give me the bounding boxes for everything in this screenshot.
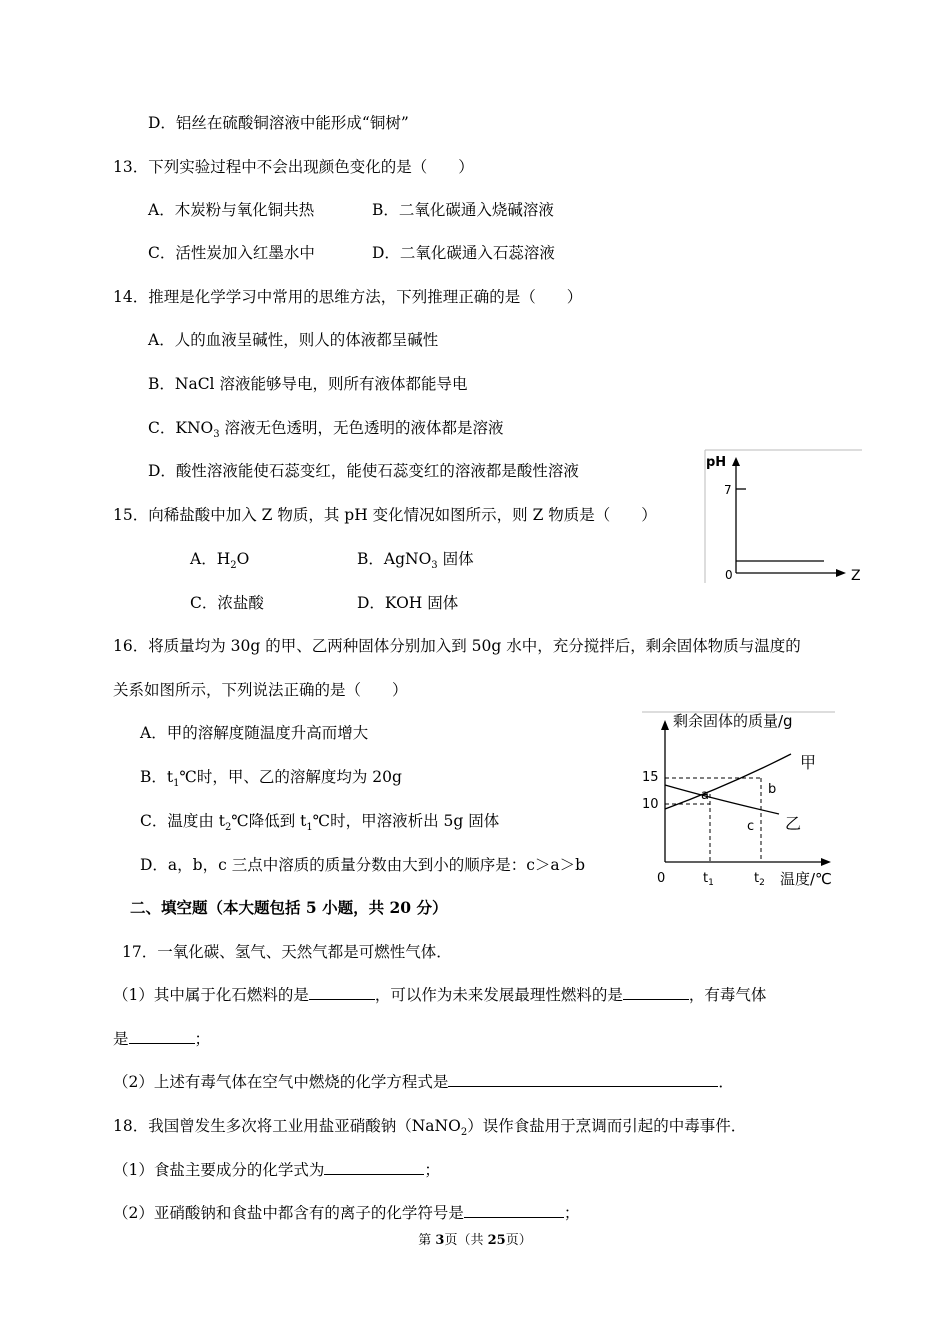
q17-blank-ideal[interactable] (623, 985, 689, 1000)
q15-option-c: C．浓盐酸 (190, 594, 264, 612)
q16-c-mid: ℃降低到 t (231, 812, 307, 830)
q18-part1 (113, 1160, 440, 1180)
q15-ph-graph (700, 448, 870, 588)
q14-option-d: D．酸性溶液能使石蕊变红，能使石蕊变红的溶液都是酸性溶液 (148, 462, 579, 480)
q17-part2 (113, 1072, 734, 1092)
q14-stem: 14．推理是化学学习中常用的思维方法，下列推理正确的是（ ） (113, 288, 583, 306)
footer-page: 3 (435, 1233, 445, 1248)
q16-point-c: c (747, 819, 755, 834)
q14-c-post: 溶液无色透明，无色透明的液体都是溶液 (219, 419, 504, 437)
q16-curve-jia-label: 甲 (800, 753, 817, 772)
footer-total: 25 (487, 1233, 506, 1248)
q14-option-a: A．人的血液呈碱性，则人的体液都呈碱性 (148, 331, 439, 349)
footer-mid: 页（共 (444, 1233, 488, 1248)
q16-curve-yi-label: 乙 (785, 814, 802, 833)
q16-stem-line2: 关系如图所示，下列说法正确的是（ ） (113, 681, 408, 699)
q16-point-a: a (701, 788, 709, 803)
q16-c-sub1: 2 (225, 822, 232, 834)
q16-stem-line1: 16．将质量均为 30g 的甲、乙两种固体分别加入到 50g 水中，充分搅拌后，剩余固体物质与温度的 (113, 637, 801, 655)
q13-option-a: A．木炭粉与氧化铜共热 (148, 201, 315, 219)
q17-p2-a: （2）上述有毒气体在空气中燃烧的化学方程式是 (113, 1073, 449, 1091)
q15-option-b (357, 549, 474, 572)
page-footer (0, 1229, 950, 1248)
q18-p2-b: ； (563, 1204, 580, 1222)
q16-y-label: 剩余固体的质量/g (673, 712, 793, 730)
q16-b-pre: B．t (140, 768, 174, 786)
q16-point-b: b (768, 782, 777, 797)
q16-x-arrow (821, 858, 831, 866)
q15-b-post: 固体 (437, 550, 474, 568)
q16-y-arrow (661, 720, 669, 730)
section2-title: 二、填空题（本大题包括 5 小题，共 20 分） (130, 898, 448, 917)
q18-blank-ion[interactable] (464, 1203, 564, 1218)
q16-option-b (140, 767, 402, 790)
q18-p2-a: （2）亚硝酸钠和食盐中都含有的离子的化学符号是 (113, 1204, 464, 1222)
q16-option-d: D．a，b，c 三点中溶质的质量分数由大到小的顺序是：c＞a＞b (140, 856, 586, 874)
q16-c-sub2: 1 (306, 822, 313, 834)
q16-c-pre: C．温度由 t (140, 812, 226, 830)
q16-tick-15: 15 (642, 770, 659, 785)
q16-x-label: 温度/℃ (780, 870, 832, 888)
q13-stem: 13．下列实验过程中不会出现颜色变化的是（ ） (113, 158, 474, 176)
footer-pre: 第 (418, 1233, 436, 1248)
q18-part2 (113, 1203, 579, 1223)
q18-blank-formula[interactable] (324, 1160, 424, 1175)
q15-x-arrow (836, 569, 846, 577)
q15-a-sub: 2 (230, 560, 237, 572)
q16-tick-10: 10 (642, 797, 659, 812)
q17-p1-a: （1）其中属于化石燃料的是 (113, 986, 309, 1004)
q13-option-d: D．二氧化碳通入石蕊溶液 (372, 244, 555, 262)
q16-t2-sub: 2 (759, 878, 765, 888)
q15-stem: 15．向稀盐酸中加入 Z 物质，其 pH 变化情况如图所示，则 Z 物质是（ ） (113, 506, 657, 524)
q18-p1-a: （1）食盐主要成分的化学式为 (113, 1161, 325, 1179)
q15-b-sub: 3 (431, 560, 438, 572)
q15-a-pre: A．H (190, 550, 231, 568)
q17-blank-toxic[interactable] (129, 1029, 195, 1044)
q16-option-c (140, 811, 500, 834)
footer-post: 页） (505, 1233, 532, 1248)
q17-blank-equation[interactable] (448, 1072, 718, 1087)
q17-p1-c: ，有毒气体 (688, 986, 767, 1004)
q16-origin: 0 (657, 871, 666, 886)
q15-y-label: pH (706, 455, 727, 470)
q13-option-c: C．活性炭加入红墨水中 (148, 244, 315, 262)
q18-p1-b: ； (424, 1161, 440, 1179)
q16-t2-label (754, 871, 765, 888)
q15-y-arrow (732, 457, 740, 466)
q16-solubility-graph (640, 710, 845, 890)
q17-blank-fossil[interactable] (309, 985, 375, 1000)
q16-t1-sub: 1 (708, 878, 714, 888)
q17-p1-e: ； (194, 1030, 211, 1048)
q16-b-sub: 1 (173, 778, 180, 790)
q16-c-post: ℃时，甲溶液析出 5g 固体 (312, 812, 500, 830)
q16-t1-main: t (703, 871, 709, 886)
q15-option-a (190, 549, 250, 572)
q16-t1-label (703, 871, 714, 888)
q17-stem: 17．一氧化碳、氢气、天然气都是可燃性气体． (122, 943, 452, 961)
q15-option-d: D．KOH 固体 (357, 594, 459, 612)
q17-part1-cont (113, 1029, 210, 1049)
q16-curve-yi (665, 785, 779, 814)
q12-option-d: D．铝丝在硫酸铜溶液中能形成“铜树” (148, 114, 409, 132)
q17-p2-b: ． (718, 1073, 734, 1091)
q14-c-pre: C．KNO (148, 419, 214, 437)
q14-c-sub: 3 (213, 429, 220, 441)
q18-stem-pre: 18．我国曾发生多次将工业用盐亚硝酸钠（NaNO (113, 1117, 461, 1135)
q15-x-label: Z (851, 568, 861, 584)
q14-option-b: B．NaCl 溶液能够导电，则所有液体都能导电 (148, 375, 468, 393)
q18-stem-sub: 2 (460, 1127, 468, 1139)
q15-b-pre: B．AgNO (357, 550, 432, 568)
q18-stem (113, 1116, 747, 1139)
q18-stem-post: ）误作食盐用于烹调而引起的中毒事件． (467, 1117, 747, 1135)
q15-a-post: O (236, 550, 250, 568)
q15-tick-7: 7 (724, 483, 732, 497)
q17-part1 (113, 985, 766, 1005)
q15-origin: 0 (725, 568, 733, 582)
q17-p1-d: 是 (113, 1030, 129, 1048)
q14-option-c (148, 418, 504, 441)
q16-option-a: A．甲的溶解度随温度升高而增大 (140, 724, 369, 742)
q17-p1-b: ，可以作为未来发展最理性燃料的是 (374, 986, 623, 1004)
q16-b-post: ℃时，甲、乙的溶解度均为 20g (179, 768, 402, 786)
q13-option-b: B．二氧化碳通入烧碱溶液 (372, 201, 554, 219)
q16-t2-main: t (754, 871, 760, 886)
